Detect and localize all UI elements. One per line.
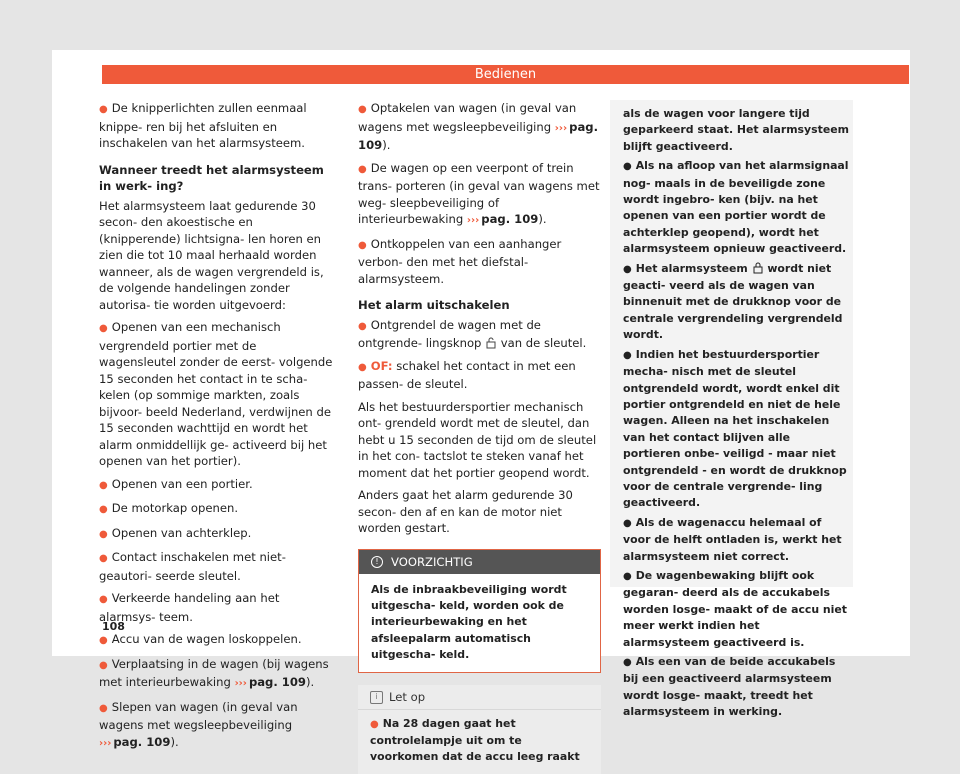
bullet-icon: ●: [99, 635, 108, 646]
bullet-icon: ●: [99, 594, 108, 605]
bullet-icon: ●: [370, 718, 379, 730]
list-item: ● Contact inschakelen met niet-geautori- seerde sleutel.: [99, 550, 286, 583]
page-reference-link[interactable]: ››› pag. 109: [99, 734, 171, 749]
bullet-icon: ●: [358, 104, 367, 115]
list-item: ● Het alarmsysteem wordt niet geacti- veerd als de wagen van binnenuit met de drukknop voor de centrale vergrendeling vergrendeld wordt.: [623, 261, 843, 342]
column-left: [99, 100, 337, 758]
bullet-icon: ●: [623, 570, 632, 582]
list-item: ● Openen van een mechanisch vergrendeld portier met de wagensleutel zonder de eerst- volgende 15 seconden het contact in te scha- kelen (op sommige markten, zoals bijvoor- beeld Nederland, verdwijnen de 15 seconden wachttijd en wordt het alarm onmiddellijk ge- activeerd bij het openen van het portier).: [99, 320, 333, 468]
bullet-icon: ●: [99, 104, 108, 115]
list-item: ● Slepen van wagen (in geval van wagens met wegsleepbeveiliging ››› pag. 109).: [99, 699, 298, 749]
bullet-icon: ●: [99, 553, 108, 564]
note-header: i Let op: [358, 685, 601, 710]
page-reference-link[interactable]: ››› pag. 109: [358, 119, 598, 152]
list-item: ● De wagenbewaking blijft ook gegaran- deerd als de accukabels worden losge- maakt of de accu niet meer werkt indien het alarmsysteem geactiveerd is.: [623, 568, 847, 649]
list-item: ● De wagen op een veerpont of trein trans- porteren (in geval van wagens met weg- sleepbeveiliging of interieurbewaking ››› pag. 109).: [358, 160, 600, 226]
list-item: ● Verplaatsing in de wagen (bij wagens met interieurbewaking ››› pag. 109).: [99, 656, 329, 689]
arrow-icon: ›››: [234, 678, 247, 689]
list-item: ● Als de wagenaccu helemaal of voor de helft ontladen is, werkt het alarmsysteem niet correct.: [623, 515, 842, 563]
bullet-icon: ●: [358, 361, 367, 373]
warning-icon: !: [371, 556, 383, 568]
section-heading: Het alarm uitschakelen: [358, 298, 510, 312]
bullet-icon: ●: [99, 528, 108, 540]
list-item: ● Ontkoppelen van een aanhanger verbon- den met het diefstal-alarmsysteem.: [358, 236, 562, 286]
bullet-icon: ●: [99, 479, 108, 491]
page-number: 108: [102, 620, 125, 633]
list-item: ● Verkeerde handeling aan het alarmsys- teem.: [99, 591, 280, 624]
bullet-icon: ●: [99, 504, 108, 515]
warning-text: Als de inbraakbeveiliging wordt uitgescha- keld, worden ook de interieurbewaking en het afsleepalarm automatisch uitgescha- keld.: [371, 582, 567, 662]
list-item: ● Openen van achterklep.: [99, 525, 252, 540]
paragraph: Anders gaat het alarm gedurende 30 secon- den af en kan de motor niet worden gestart.: [358, 488, 573, 535]
note-text: ● Na 28 dagen gaat het controlelampje uit om te voorkomen dat de accu leeg raakt: [370, 716, 580, 764]
column-middle: [358, 100, 601, 774]
bullet-icon: ●: [358, 239, 367, 251]
warning-box: [358, 549, 601, 673]
unlock-icon: [486, 337, 496, 349]
bullet-icon: ●: [358, 163, 367, 175]
bullet-icon: ●: [623, 161, 632, 173]
list-item: ● Als een van de beide accukabels bij een geactiveerd alarmsysteem wordt losge- maakt, treedt het alarmsysteem in werking.: [623, 655, 836, 719]
list-item: ● Ontgrendel de wagen met de ontgrende- lingsknop van de sleutel.: [358, 317, 587, 350]
paragraph: als de wagen voor langere tijd geparkeerd staat. Het alarmsysteem blijft geactiveerd.: [623, 107, 849, 153]
info-icon: i: [370, 691, 383, 704]
page-reference-link[interactable]: ››› pag. 109: [234, 675, 307, 689]
bullet-icon: ●: [623, 657, 632, 668]
column-right-note-continued: [610, 100, 853, 719]
arrow-icon: ›››: [554, 122, 568, 134]
list-item: ● Optakelen van wagen (in geval van wagens met wegsleepbeveiliging ››› pag. 109).: [358, 101, 598, 152]
bullet-icon: ●: [623, 349, 632, 361]
page-reference-link[interactable]: ››› pag. 109: [466, 212, 539, 226]
paragraph: Het alarmsysteem laat gedurende 30 secon- den akoestische en (knipperende) lichtsigna- len horen en zien die tot 10 maal herhaald worden wanneer, als de wagen vergrendeld is, de volgende handelingen zonder autorisa- tie worden uitgevoerd:: [99, 198, 324, 312]
intro-bullet: ● De knipperlichten zullen eenmaal knippe- ren bij het afsluiten en inschakelen van het alarmsysteem.: [99, 101, 307, 150]
list-item: ● Indien het bestuurdersportier mecha- nisch met de sleutel ontgrendeld wordt, wordt enkel dit portier ontgrendeld en niet de hele wagen. Alleen na het inschakelen van het contact blijven alle portieren onbe- veiligd - maar niet ontgrendeld - en wordt de drukknop voor de centrale vergrende- ling geactiveerd.: [623, 347, 847, 510]
list-item: ● De motorkap openen.: [99, 501, 239, 515]
arrow-icon: ›››: [99, 737, 112, 749]
bullet-icon: ●: [99, 702, 108, 714]
bullet-icon: ●: [358, 320, 367, 332]
bullet-icon: ●: [623, 517, 632, 529]
arrow-icon: ›››: [466, 215, 480, 226]
list-item: ● OF: schakel het contact in met een passen- de sleutel.: [358, 358, 576, 391]
list-item: ● Accu van de wagen loskoppelen.: [99, 632, 302, 646]
bullet-icon: ●: [99, 659, 108, 671]
lock-icon: [753, 262, 763, 274]
warning-header: ! VOORZICHTIG: [359, 550, 600, 574]
bullet-icon: ●: [623, 263, 632, 275]
note-box: [358, 685, 601, 774]
section-header: Bedienen: [102, 65, 909, 84]
list-item: ● Openen van een portier.: [99, 476, 253, 491]
section-heading: Wanneer treedt het alarmsysteem in werk- ing?: [99, 162, 324, 193]
list-item: ● Als na afloop van het alarmsignaal nog- maals in de beveiligde zone wordt ingebro- ken (bijv. na het openen van een portier wordt de achterklep geopend), wordt het alarmsysteem opnieuw geactiveerd.: [623, 159, 849, 256]
manual-page: [52, 50, 910, 764]
paragraph: Als het bestuurdersportier mechanisch ont- grendeld wordt met de sleutel, dan hebt u 15 seconden de tijd om de sleutel in het con- tactslot te steken vanaf het moment dat het portier geopend wordt.: [358, 399, 597, 480]
bullet-icon: ●: [99, 323, 108, 334]
